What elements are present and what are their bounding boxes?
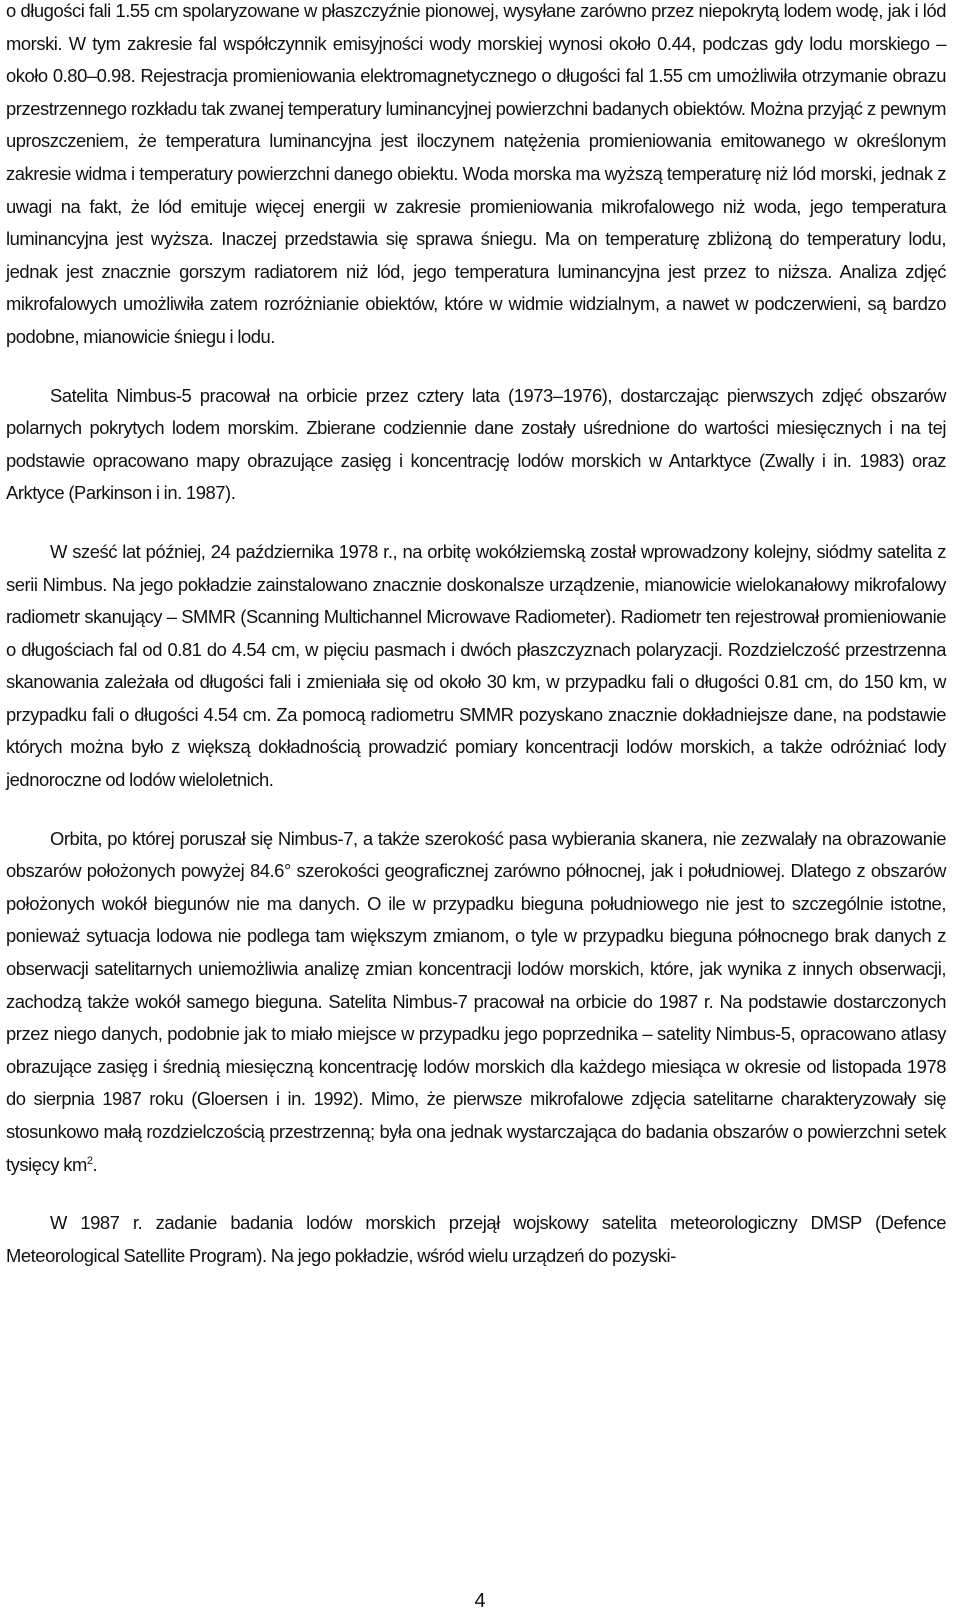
paragraph-text-end: . [92,1153,98,1175]
superscript-exponent: 2 [86,1154,93,1167]
document-page [6,0,946,1272]
page-number: 4 [474,1590,486,1612]
paragraph-nimbus-7-orbit [6,823,946,1182]
paragraph-text: Orbita, po której poruszał się Nimbus-7, a także szerokość pasa wybierania skanera, nie zezwalały na obrazowanie obszarów położonych powyżej 84.6° szerokości geograficznej zarówno północnej, jak i południowej. Dlatego z obszarów położonych wokół biegunów nie ma danych. O ile w przypadku bieguna południowego nie jest to szczególnie istotne, ponieważ sytuacja lodowa nie podlega tam większym zmianom, o tyle w przypadku bieguna północnego brak danych z obserwacji satelitarnych uniemożliwia analizę zmian koncentracji lodów morskich, które, jak wynika z innych obserwacji, zachodzą także wokół samego bieguna. Satelita Nimbus-7 pracował na orbicie do 1987 r. Na podstawie dostarczonych przez niego danych, podobnie jak to miało miejsce w przypadku jego poprzednika – satelity Nimbus-5, opracowano atlasy obrazujące zasięg i średnią miesięczną koncentrację lodów morskich dla każdego miesiąca w okresie od listopada 1978 do sierpnia 1987 roku (Gloersen i in. 1992). Mimo, że pierwsze mikrofalowe zdjęcia satelitarne charakteryzowały się stosunkowo małą rozdzielczością przestrzenną; była ona jednak wystarczająca do badania obszarów o powierzchni setek tysięcy km [6,827,946,1175]
paragraph-nimbus-5: Satelita Nimbus-5 pracował na orbicie przez cztery lata (1973–1976), dostarczając pierwszych zdjęć obszarów polarnych pokrytych lodem morskim. Zbierane codziennie dane zostały uśrednione do wartości miesięcznych i na tej podstawie opracowano mapy obrazujące zasięg i koncentrację lodów morskich w Antarktyce (Zwally i in. 1983) oraz Arktyce (Parkinson i in. 1987). [6,384,946,504]
paragraph-dmsp: W 1987 r. zadanie badania lodów morskich przejął wojskowy satelita meteorologiczny DMSP (Defence Meteorological Satellite Program). Na jego pokładzie, wśród wielu urządzeń do pozyski- [6,1212,946,1266]
paragraph-microwave-emission: o długości fali 1.55 cm spolaryzowane w płaszczyźnie pionowej, wysyłane zarówno przez niepokrytą lodem wodę, jak i lód morski. W tym zakresie fal współczynnik emisyjności wody morskiej wynosi około 0.44, podczas gdy lodu morskiego – około 0.80–0.98. Rejestracja promieniowania elektromagnetycznego o długości fal 1.55 cm umożliwiła otrzymanie obrazu przestrzennego rozkładu tak zwanej temperatury luminancyjnej powierzchni badanych obiektów. Można przyjąć z pewnym uproszczeniem, że temperatura luminancyjna jest iloczynem natężenia promieniowania emitowanego w określonym zakresie widma i temperatury powierzchni danego obiektu. Woda morska ma wyższą temperaturę niż lód morski, jednak z uwagi na fakt, że lód emituje więcej energii w zakresie promieniowania mikrofalowego niż woda, jego temperatura luminancyjna jest wyższa. Inaczej przedstawia się sprawa śniegu. Ma on temperaturę zbliżoną do temperatury lodu, jednak jest znacznie gorszym radiatorem niż lód, jego temperatura luminancyjna jest przez to niższa. Analiza zdjęć mikrofalowych umożliwiła zatem rozróżnianie obiektów, które w widmie widzialnym, a nawet w podczerwieni, są bardzo podobne, mianowicie śniegu i lodu. [6,0,946,347]
paragraph-nimbus-7-smmr: W sześć lat później, 24 października 1978 r., na orbitę wokółziemską został wprowadzony kolejny, siódmy satelita z serii Nimbus. Na jego pokładzie zainstalowano znacznie doskonalsze urządzenie, mianowicie wielokanałowy mikrofalowy radiometr skanujący – SMMR (Scanning Multichannel Microwave Radiometer). Radiometr ten rejestrował promieniowanie o długościach fal od 0.81 do 4.54 cm, w pięciu pasmach i dwóch płaszczyznach polaryzacji. Rozdzielczość przestrzenna skanowania zależała od długości fali i zmieniała się od około 30 km, w przypadku fali o długości 0.81 cm, do 150 km, w przypadku fali o długości 4.54 cm. Za pomocą radiometru SMMR pozyskano znacznie dokładniejsze dane, na podstawie których można było z większą dokładnością prowadzić pomiary koncentracji lodów morskich, a także odróżniać lody jednoroczne od lodów wieloletnich. [6,540,946,791]
